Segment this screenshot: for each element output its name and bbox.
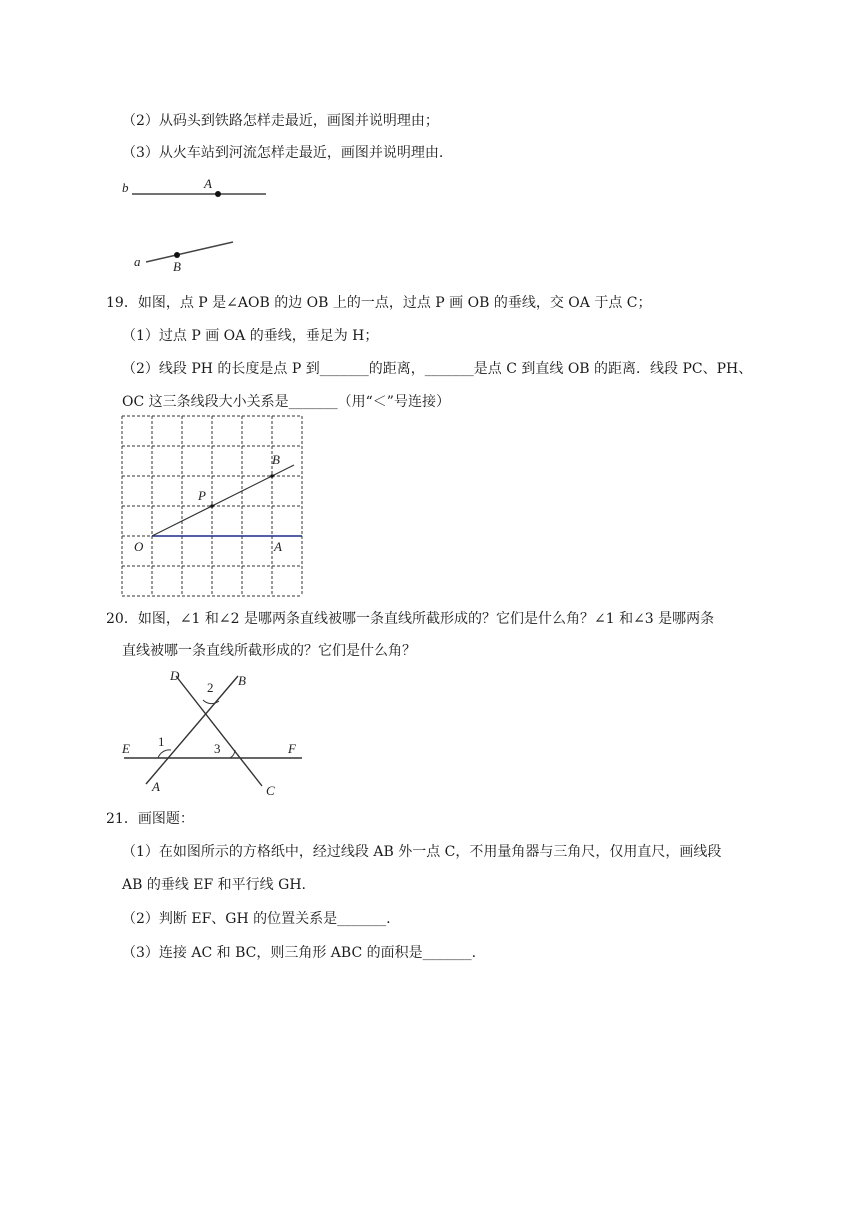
q21-stem: 21．画图题： bbox=[106, 811, 194, 827]
point-b-dot bbox=[174, 252, 180, 258]
label-o: O bbox=[134, 539, 144, 554]
point-a-dot bbox=[215, 191, 221, 197]
label-b: B bbox=[238, 673, 246, 688]
q20-line2: 直线被哪一条直线所截形成的？它们是什么角？ bbox=[122, 643, 416, 659]
q19-grid-figure bbox=[120, 414, 304, 598]
q18-part3: （3）从火车站到河流怎样走最近，画图并说明理由. bbox=[122, 145, 444, 161]
label-a-line: a bbox=[134, 254, 141, 269]
q21-part3: （3）连接 AC 和 BC，则三角形 ABC 的面积是_______. bbox=[122, 945, 477, 961]
q18-figure bbox=[118, 172, 278, 276]
q19-stem: 19．如图，点 P 是∠AOB 的边 OB 上的一点，过点 P 画 OB 的垂线，交 OA 于点 C； bbox=[106, 295, 652, 311]
point-b-dot bbox=[270, 474, 274, 478]
line-dc bbox=[176, 676, 262, 786]
q21-part1-line2: AB 的垂线 EF 和平行线 GH. bbox=[122, 877, 306, 893]
q20-line1: 20．如图，∠1 和∠2 是哪两条直线被哪一条直线所截形成的？它们是什么角？∠1 和∠3 是哪两条 bbox=[106, 611, 715, 627]
label-b: B bbox=[272, 452, 280, 467]
label-a: A bbox=[152, 779, 160, 794]
label-p: P bbox=[198, 488, 206, 503]
label-angle-1: 1 bbox=[158, 734, 165, 749]
label-angle-3: 3 bbox=[214, 741, 221, 756]
q18-part2: （2）从码头到铁路怎样走最近，画图并说明理由； bbox=[122, 113, 439, 129]
label-a: A bbox=[274, 539, 282, 554]
label-c: C bbox=[266, 783, 275, 798]
label-d: D bbox=[170, 668, 180, 683]
line-a bbox=[146, 242, 233, 262]
point-p-dot bbox=[210, 504, 214, 508]
q19-part1: （1）过点 P 画 OA 的垂线，垂足为 H； bbox=[122, 328, 379, 344]
label-f: F bbox=[288, 741, 296, 756]
q21-part2: （2）判断 EF、GH 的位置关系是_______. bbox=[122, 911, 391, 927]
q21-part1-line1: （1）在如图所示的方格纸中，经过线段 AB 外一点 C，不用量角器与三角尺，仅用直尺，画线段 bbox=[122, 844, 722, 860]
label-e: E bbox=[122, 741, 130, 756]
line-ab bbox=[146, 676, 238, 784]
label-a-point: A bbox=[204, 176, 212, 191]
q20-figure bbox=[116, 664, 306, 802]
label-b-point: B bbox=[173, 259, 181, 274]
q19-part2-line1: （2）线段 PH 的长度是点 P 到_______的距离，_______是点 C 到直线 OB 的距离．线段 PC、PH、 bbox=[122, 361, 753, 377]
label-angle-2: 2 bbox=[207, 680, 214, 695]
label-b-line: b bbox=[122, 180, 129, 195]
q19-part2-line2: OC 这三条线段大小关系是_______（用“＜”号连接） bbox=[122, 394, 450, 410]
